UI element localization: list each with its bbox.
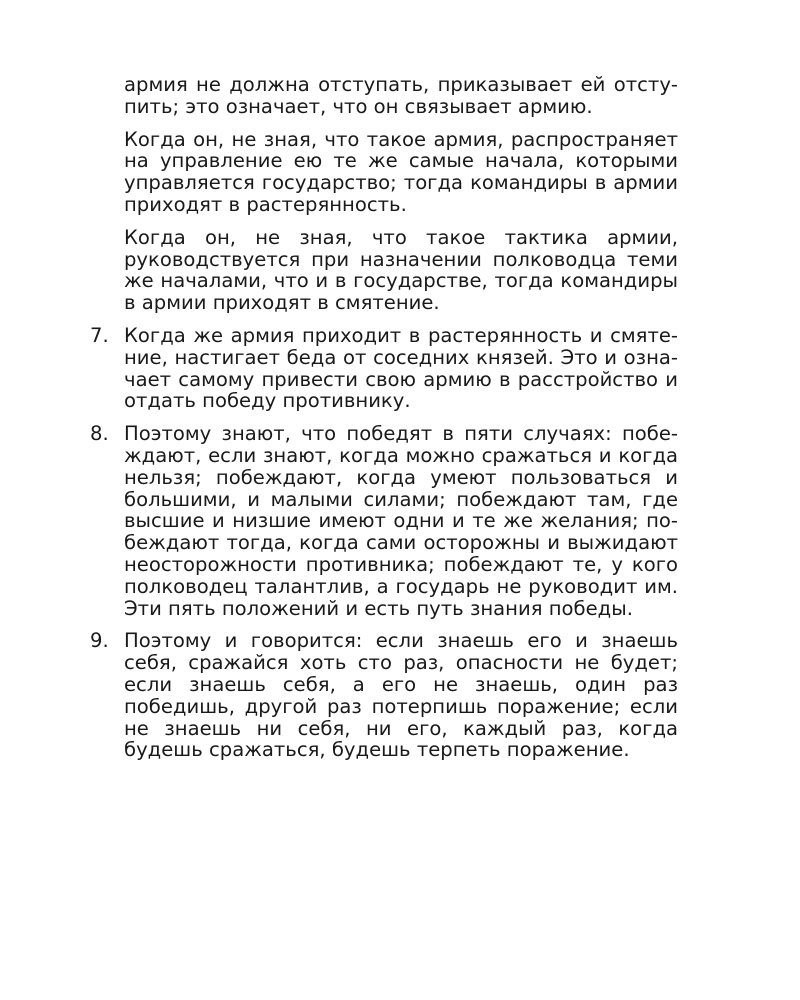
paragraph-text: Когда же армия приходит в растерянность и смятение, настигает беда от соседних князей. Это и означает самому привести свою армию в расстройство и отдать победу противнику. (124, 323, 678, 413)
paragraph-text: Когда он, не зная, что такое армия, распространяет на управление ею те же самые начала, которыми управляется государство; тогда командиры в армии приходят в растерянность. (124, 127, 678, 216)
paragraph-unnumbered (124, 227, 678, 314)
paragraph-number: 8. (90, 422, 109, 446)
paragraph-numbered-9 (90, 629, 678, 762)
paragraph-number: 7. (90, 323, 109, 347)
paragraph-unnumbered (124, 129, 678, 216)
paragraph-number: 9. (90, 629, 109, 653)
paragraph-continuation (124, 74, 678, 118)
paragraph-numbered-7 (90, 323, 678, 413)
paragraph-text: Поэтому и говорится: если знаешь его и знаешь себя, сражайся хоть сто раз, опасности не будет; если знаешь себя, а его не знаешь, один раз победишь, другой раз потерпишь поражение; если не знаешь ни себя, ни его, каждый раз, когда будешь сражаться, будешь терпеть поражение. (124, 629, 678, 762)
paragraph-text: Поэтому знают, что победят в пяти случаях: побеждают, если знают, когда можно сражаться и когда нельзя; побеждают, когда умеют пользоваться и большими, и малыми силами; побеждают там, где высшие и низшие имеют одни и те же желания; побеждают тогда, когда сами осторожны и выжидают неосторожности противника; побеждают те, у кого полководец талантлив, а государь не руководит им. Эти пять положений и есть путь знания победы. (124, 422, 678, 620)
paragraph-text: армия не должна отступать, приказывает ей отступить; это означает, что он связывает армию. (124, 73, 678, 118)
paragraph-numbered-8 (90, 422, 678, 620)
paragraph-text: Когда он, не зная, что такое тактика армии, руководствуется при назначении полководца теми же началами, что и в государстве, тогда командиры в армии приходят в смятение. (124, 225, 678, 315)
